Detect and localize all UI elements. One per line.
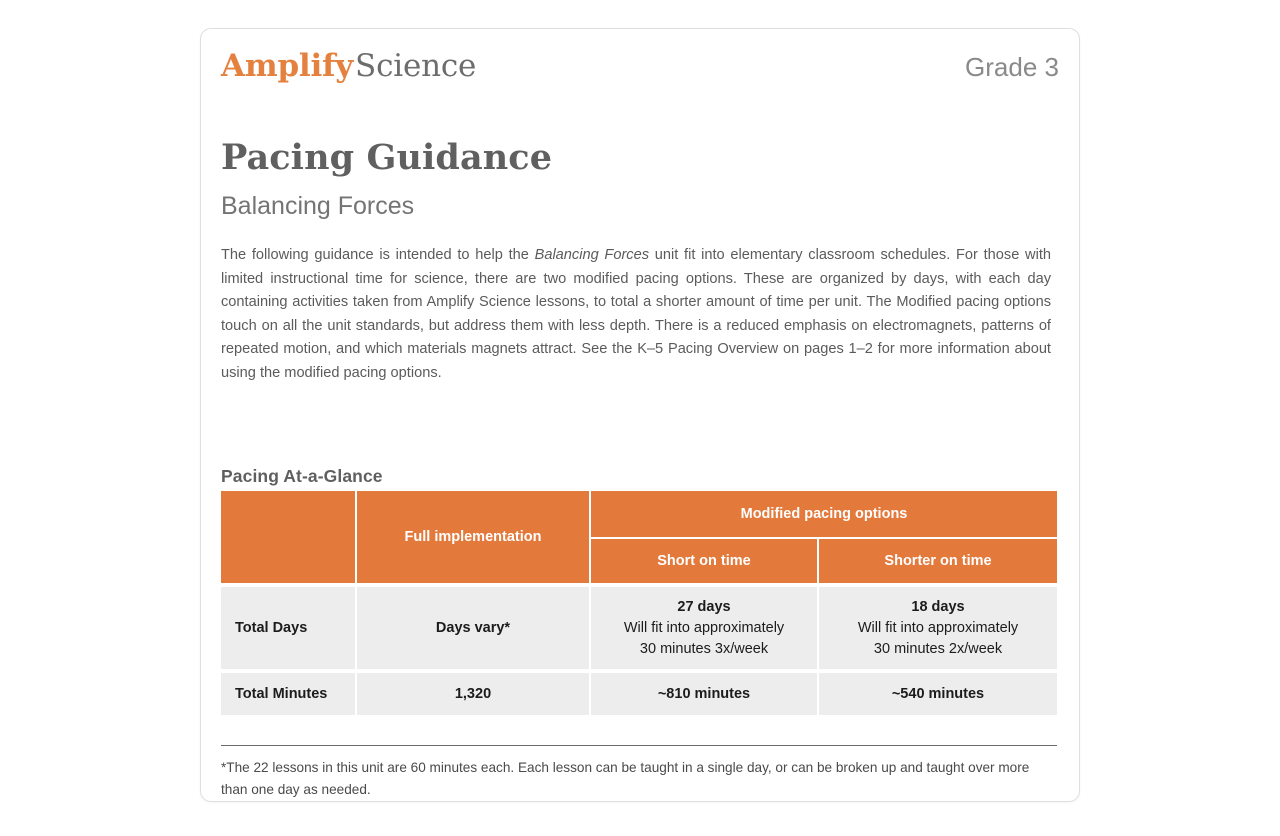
- logo-amplify-text: Amplify: [221, 48, 354, 84]
- column-group-header-modified-pacing: Modified pacing options: [591, 491, 1057, 539]
- table-body: [221, 583, 1057, 715]
- card-content: [221, 29, 1059, 801]
- table-corner-cell: [221, 491, 357, 583]
- table-header: [221, 491, 1057, 583]
- section-title-pacing-at-a-glance: Pacing At-a-Glance: [221, 466, 383, 486]
- row-label-total-minutes: Total Minutes: [221, 673, 357, 715]
- cell-total-days-shorter-value: 18 days: [911, 598, 965, 615]
- intro-text-after: unit fit into elementary classroom schedules. For those with limited instructional time for science, there are two modified pacing options. These are organized by days, with each day containing activities taken from Amplify Science lessons, to total a shorter amount of time per unit. The Modified pacing options touch on all the unit standards, but address them with less depth. There is a reduced emphasis on electromagnets, patterns of repeated motion, and which materials magnets attract. See the K–5 Pacing Overview on pages 1–2 for more information about using the modified pacing options.: [221, 247, 1051, 381]
- intro-unit-name: Balancing Forces: [534, 247, 650, 263]
- column-header-short-on-time: Short on time: [591, 539, 819, 583]
- pacing-at-a-glance-table: [221, 491, 1057, 715]
- page-title: Pacing Guidance: [221, 137, 553, 178]
- intro-paragraph: [221, 244, 1051, 385]
- cell-total-days-shorter-note-1: Will fit into approximately: [857, 619, 1019, 636]
- column-header-shorter-on-time: Shorter on time: [819, 539, 1057, 583]
- footnote-text: *The 22 lessons in this unit are 60 minutes each. Each lesson can be taught in a single day, or can be broken up and taught over more than one day as needed.: [221, 760, 1030, 797]
- cell-total-minutes-full: 1,320: [357, 673, 591, 715]
- row-label-total-days: Total Days: [221, 587, 357, 669]
- table-header-row-group: [221, 491, 1057, 539]
- cell-total-days-shorter-note-2: 30 minutes 2x/week: [873, 640, 1003, 657]
- column-header-full-implementation: Full implementation: [357, 491, 591, 583]
- cell-total-days-shorter: [819, 587, 1057, 669]
- cell-total-minutes-shorter: ~540 minutes: [819, 673, 1057, 715]
- table-row: [221, 587, 1057, 669]
- cell-total-days-short-note-2: 30 minutes 3x/week: [639, 640, 769, 657]
- cell-total-minutes-short: ~810 minutes: [591, 673, 819, 715]
- cell-total-days-short-value: 27 days: [677, 598, 731, 615]
- table-row: [221, 673, 1057, 715]
- cell-total-days-short: [591, 587, 819, 669]
- cell-total-days-short-note-1: Will fit into approximately: [623, 619, 785, 636]
- grade-label: Grade 3: [965, 52, 1059, 82]
- amplify-science-logo: [221, 48, 477, 84]
- intro-text-before: The following guidance is intended to help the: [221, 247, 535, 263]
- card-header: [221, 48, 1059, 105]
- logo-science-text: Science: [355, 48, 477, 84]
- page-subtitle: Balancing Forces: [221, 192, 415, 220]
- cell-total-days-full: Days vary*: [357, 587, 591, 669]
- document-card: [200, 28, 1080, 802]
- table-bottom-divider: [221, 745, 1057, 746]
